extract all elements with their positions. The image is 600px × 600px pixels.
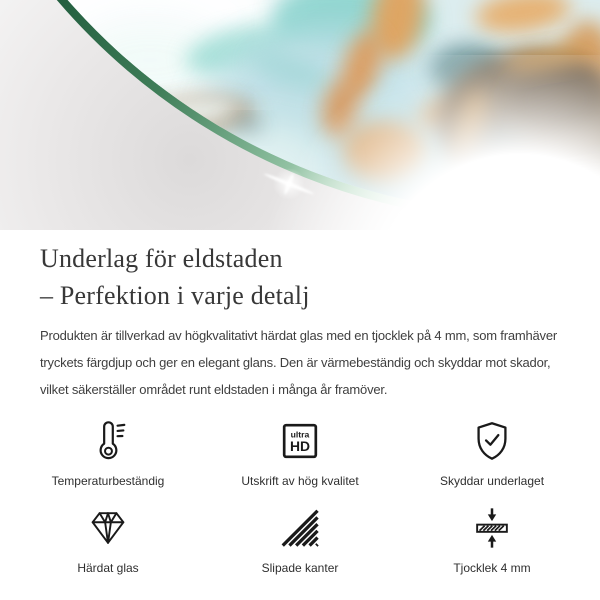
thickness-icon	[468, 504, 516, 552]
ultra-hd-icon	[276, 417, 324, 465]
feature-thickness	[396, 504, 588, 575]
shield-check-icon	[468, 417, 516, 465]
page-title	[40, 240, 600, 314]
description-line: tryckets färgdjup och ger en elegant glans. Den är värmebeständig och skyddar mot skador,	[40, 355, 551, 370]
product-description	[40, 322, 600, 403]
feature-label: Temperaturbeständig	[51, 474, 165, 488]
feature-polished-edges	[204, 504, 396, 575]
ultra-hd-badge-bottom: HD	[289, 438, 311, 455]
content-section	[0, 240, 600, 575]
product-photo	[0, 0, 600, 230]
feature-print-quality	[204, 417, 396, 488]
feature-label: Tjocklek 4 mm	[453, 561, 531, 575]
description-line: vilket säkerställer området runt eldstaden i många år framöver.	[40, 382, 388, 397]
description-line: Produkten är tillverkad av högkvalitativt härdat glas med en tjocklek på 4 mm, som framhäver	[40, 328, 558, 343]
ultra-hd-badge-top: ultra	[290, 429, 310, 440]
heading-line-2: – Perfektion i varje detalj	[40, 281, 310, 310]
feature-label: Slipade kanter	[261, 561, 339, 575]
feature-protects	[396, 417, 588, 488]
feature-label: Härdat glas	[77, 561, 139, 575]
feature-tempered-glass	[12, 504, 204, 575]
beveled-edges-icon	[276, 504, 324, 552]
diamond-icon	[84, 504, 132, 552]
feature-temperature	[12, 417, 204, 488]
thermometer-icon	[84, 417, 132, 465]
feature-label: Skyddar underlaget	[439, 474, 545, 488]
feature-label: Utskrift av hög kvalitet	[241, 474, 359, 488]
features-grid	[12, 417, 588, 575]
heading-line-1: Underlag för eldstaden	[40, 244, 283, 273]
glass-disc-photo	[0, 0, 600, 230]
